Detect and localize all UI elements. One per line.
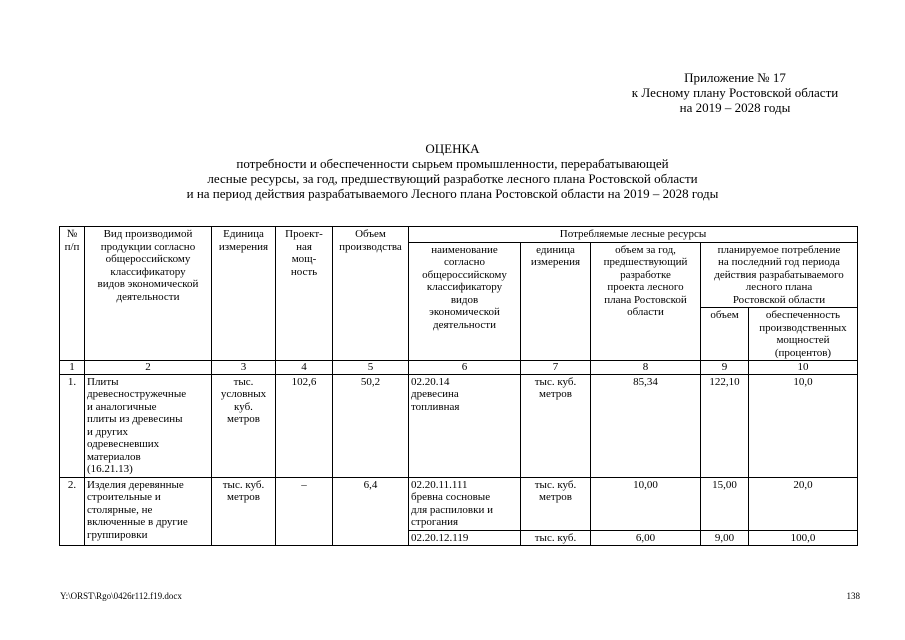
row-product: Плиты древесностружечные и аналогичные плиты из древесины и других одревесневших материалов (16.21.13) (85, 374, 212, 477)
row-resource-prev: 85,34 (591, 374, 701, 477)
column-number: 8 (591, 361, 701, 375)
table-row (60, 374, 858, 477)
footer-file-path: Y:\ORST\Rgo\0426r112.f19.docx (60, 591, 182, 601)
row-product: Изделия деревянные строительные и столярные, не включенные в другие группировки (85, 477, 212, 546)
row-planned-security: 100,0 (749, 530, 858, 546)
table-row (60, 477, 858, 530)
row-volume: 50,2 (333, 374, 409, 477)
column-number: 5 (333, 361, 409, 375)
header-planned-consumption: планируемое потребление на последний год периода действия разрабатываемого лесного плана Ростовской области (701, 242, 858, 308)
appendix-period: на 2019 – 2028 годы (679, 100, 791, 115)
row-planned-volume: 122,10 (701, 374, 749, 477)
row-resource-name: 02.20.14 древесина топливная (409, 374, 521, 477)
column-number: 10 (749, 361, 858, 375)
header-unit: Единица измерения (212, 227, 276, 361)
row-capacity: 102,6 (276, 374, 333, 477)
footer-page-number: 138 (846, 591, 860, 601)
resource-assessment-table (59, 226, 858, 546)
appendix-reference: к Лесному плану Ростовской области (631, 85, 839, 100)
title-heading: ОЦЕНКА (425, 141, 480, 156)
column-number: 6 (409, 361, 521, 375)
row-resource-name: 02.20.11.111 бревна сосновые для распиловки и строгания (409, 477, 521, 530)
row-resource-prev: 10,00 (591, 477, 701, 530)
column-number: 3 (212, 361, 276, 375)
header-planned-volume: объем (701, 308, 749, 361)
header-capacity: Проект- ная мощ- ность (276, 227, 333, 361)
row-unit: тыс. куб. метров (212, 477, 276, 546)
title-line-1: потребности и обеспеченности сырьем промышленности, перерабатывающей (236, 156, 669, 171)
column-number: 2 (85, 361, 212, 375)
column-number: 1 (60, 361, 85, 375)
document-title (0, 141, 905, 201)
header-consumed-resources: Потребляемые лесные ресурсы (409, 227, 858, 243)
header-volume: Объем производства (333, 227, 409, 361)
header-resource-unit: единица измерения (521, 242, 591, 361)
row-planned-volume: 9,00 (701, 530, 749, 546)
row-resource-unit: тыс. куб. метров (521, 477, 591, 530)
column-number: 4 (276, 361, 333, 375)
row-resource-prev: 6,00 (591, 530, 701, 546)
title-line-2: лесные ресурсы, за год, предшествующий разработке лесного плана Ростовской области (207, 171, 698, 186)
appendix-number: Приложение № 17 (684, 70, 786, 85)
column-number: 9 (701, 361, 749, 375)
row-num: 1. (60, 374, 85, 477)
row-resource-unit: тыс. куб. (521, 530, 591, 546)
row-planned-security: 10,0 (749, 374, 858, 477)
header-resource-name: наименование согласно общероссийскому классификатору видов экономической деятельности (409, 242, 521, 361)
header-product: Вид производимой продукции согласно общероссийскому классификатору видов экономической деятельности (85, 227, 212, 361)
row-planned-volume: 15,00 (701, 477, 749, 530)
row-unit: тыс. условных куб. метров (212, 374, 276, 477)
row-resource-name: 02.20.12.119 (409, 530, 521, 546)
column-number: 7 (521, 361, 591, 375)
column-number-row (60, 361, 858, 375)
row-planned-security: 20,0 (749, 477, 858, 530)
row-resource-unit: тыс. куб. метров (521, 374, 591, 477)
header-resource-prev-year: объем за год, предшествующий разработке проекта лесного плана Ростовской области (591, 242, 701, 361)
row-num: 2. (60, 477, 85, 546)
appendix-header (590, 70, 880, 115)
header-num: № п/п (60, 227, 85, 361)
row-volume: 6,4 (333, 477, 409, 546)
header-planned-security: обеспеченность производственных мощностей (процентов) (749, 308, 858, 361)
row-capacity: – (276, 477, 333, 546)
title-line-3: и на период действия разрабатываемого Лесного плана Ростовской области на 2019 – 2028 годы (186, 186, 719, 201)
